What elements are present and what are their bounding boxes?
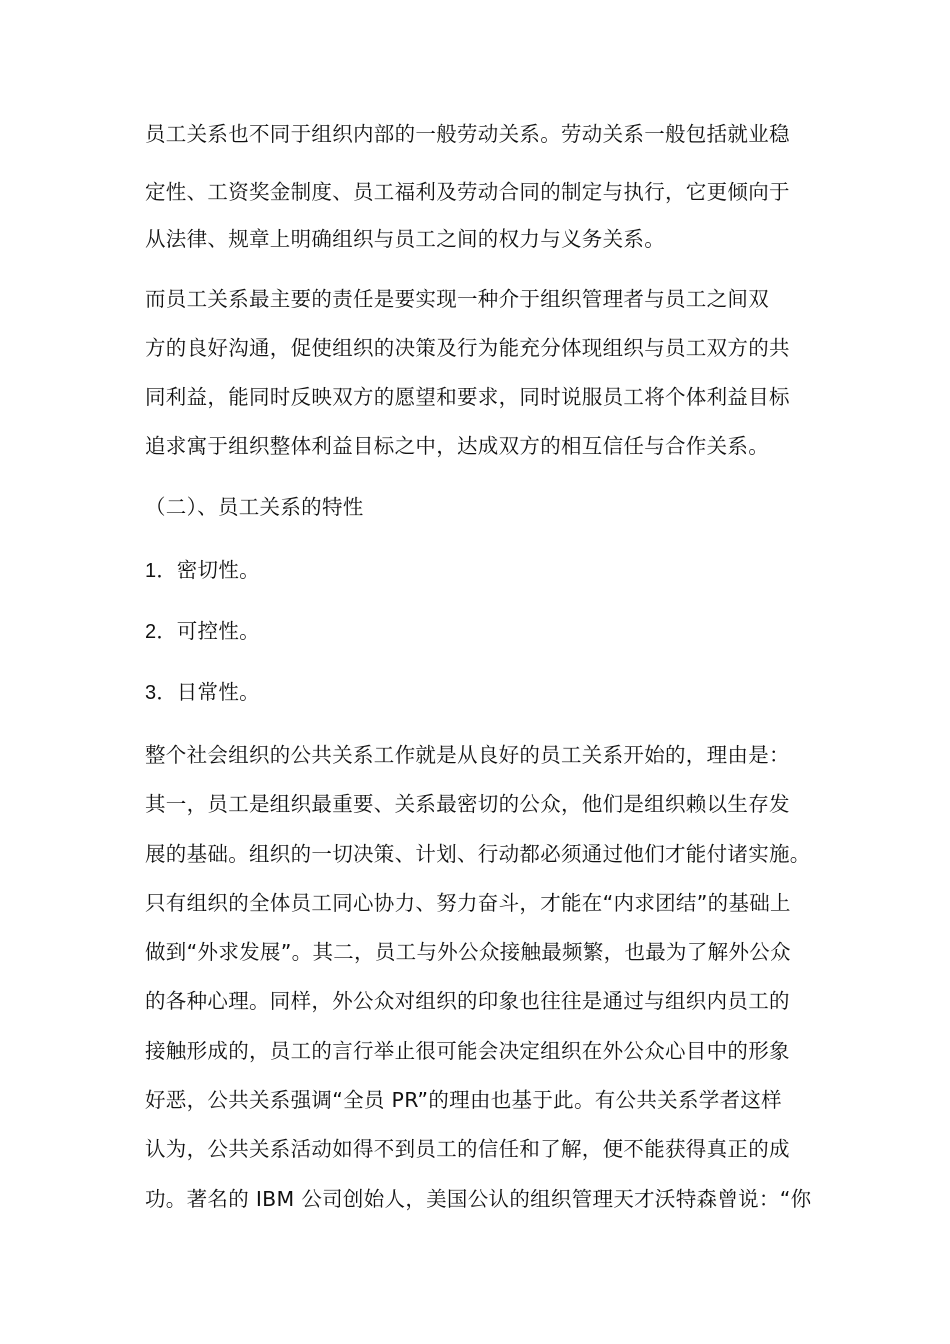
- list-item: [145, 554, 815, 587]
- list-item-text: 密切性。: [176, 558, 260, 582]
- paragraph-2-line-4: 追求寓于组织整体利益目标之中，达成双方的相互信任与合作关系。: [145, 434, 769, 458]
- list-item: [145, 615, 815, 648]
- paragraph-1-line-2: 定性、工资奖金制度、员工福利及劳动合同的制定与执行，它更倾向于: [145, 180, 790, 204]
- paragraph-3-line-9: 认为，公共关系活动如得不到员工的信任和了解，便不能获得真正的成: [145, 1137, 790, 1161]
- list-item-text: 日常性。: [176, 680, 260, 704]
- paragraph-2-line-3: 同利益，能同时反映双方的愿望和要求，同时说服员工将个体利益目标: [145, 385, 790, 409]
- paragraph-3-line-1: 整个社会组织的公共关系工作就是从良好的员工关系开始的，理由是：: [145, 743, 790, 767]
- paragraph-2-line-2: 方的良好沟通，促使组织的决策及行为能充分体现组织与员工双方的共: [145, 336, 790, 360]
- paragraph-3-line-3: 展的基础。组织的一切决策、计划、行动都必须通过他们才能付诸实施。: [145, 842, 811, 866]
- paragraph-1-line-3: 从法律、规章上明确组织与员工之间的权力与义务关系。: [145, 227, 665, 251]
- paragraph-3-line-7: 接触形成的，员工的言行举止很可能会决定组织在外公众心目中的形象: [145, 1039, 790, 1063]
- paragraph-3-line-8: 好恶，公共关系强调“全员 PR”的理由也基于此。有公共关系学者这样: [145, 1088, 782, 1112]
- paragraph-2-line-1: 而员工关系最主要的责任是要实现一种介于组织管理者与员工之间双: [145, 287, 769, 311]
- list-item-number: 2．: [145, 621, 177, 643]
- paragraph-3-line-5: 做到“外求发展”。其二，员工与外公众接触最频繁，也最为了解外公众: [145, 940, 791, 964]
- paragraph-3-line-4: 只有组织的全体员工同心协力、努力奋斗，才能在“内求团结”的基础上: [145, 891, 791, 915]
- list-item-text: 可控性。: [176, 619, 260, 643]
- list-item: [145, 676, 815, 709]
- paragraph-1-line-1: 员工关系也不同于组织内部的一般劳动关系。劳动关系一般包括就业稳: [145, 122, 790, 146]
- list-item-number: 1．: [145, 560, 177, 582]
- paragraph-3-line-2: 其一，员工是组织最重要、关系最密切的公众，他们是组织赖以生存发: [145, 792, 790, 816]
- section-heading: （二）、员工关系的特性: [145, 495, 364, 519]
- list-item-number: 3．: [145, 682, 177, 704]
- paragraph-3-line-6: 的各种心理。同样，外公众对组织的印象也往往是通过与组织内员工的: [145, 989, 790, 1013]
- paragraph-3-line-10: 功。著名的 IBM 公司创始人，美国公认的组织管理天才沃特森曾说：“你: [145, 1187, 812, 1211]
